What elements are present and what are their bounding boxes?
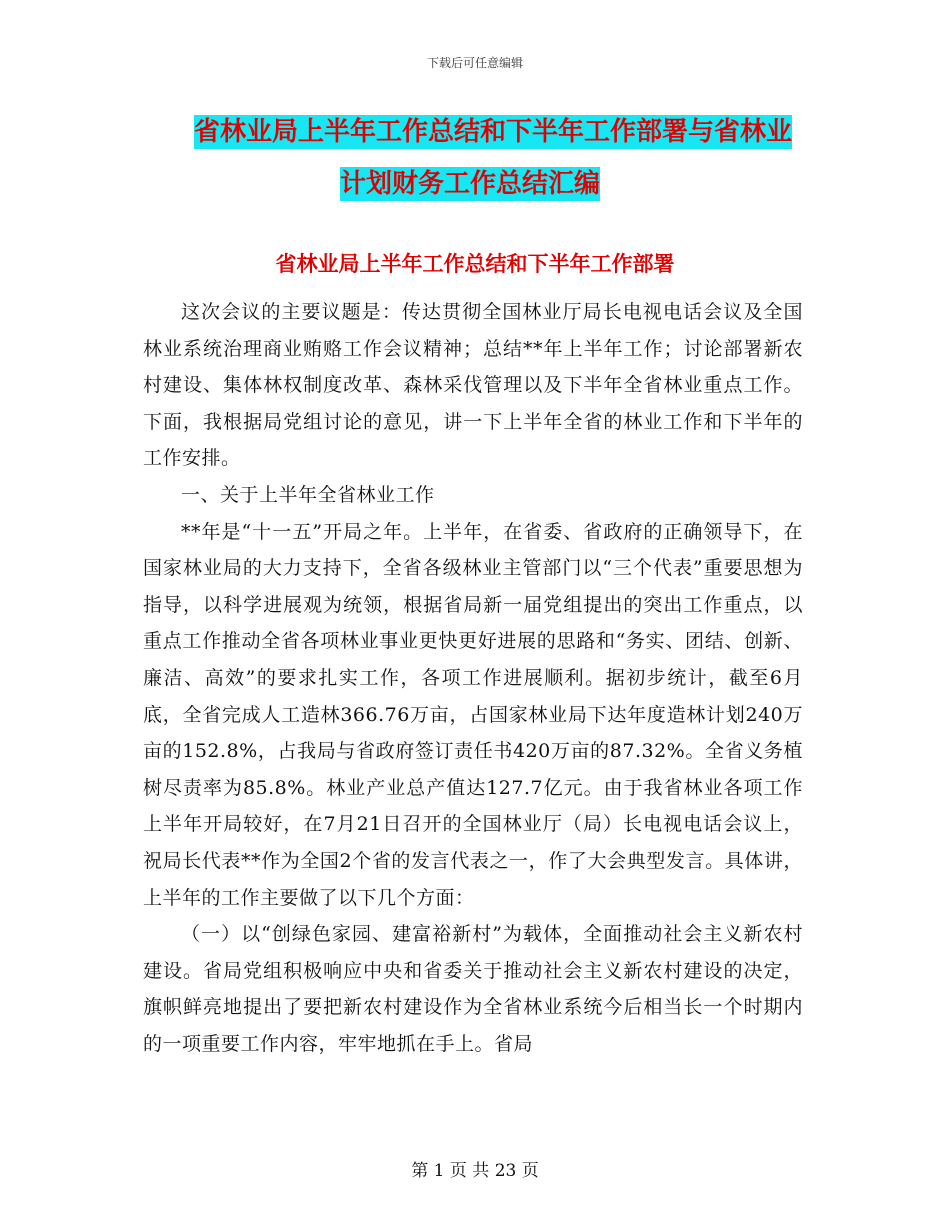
page-footer xyxy=(0,1156,950,1181)
title-line-2: 计划财务工作总结汇编 xyxy=(340,169,601,199)
page-label-suffix: 页 xyxy=(521,1161,539,1181)
document-title xyxy=(140,112,820,216)
section-subtitle: 省林业局上半年工作总结和下半年工作部署 xyxy=(275,252,675,276)
page-total: 23 xyxy=(494,1161,517,1181)
page-label-mid: 页 共 xyxy=(449,1161,490,1181)
paragraph-item-1: （一）以“创绿色家园、建富裕新村”为载体，全面推动社会主义新农村建设。省局党组积极响应中央和省委关于推动社会主义新农村建设的决定，旗帜鲜亮地提出了要把新农村建设作为全省林业系统今后相当长一个时期内的一项重要工作内容，牢牢地抓在手上。省局 xyxy=(143,923,803,1055)
section-heading-1: 一、关于上半年全省林业工作 xyxy=(181,483,435,506)
document-body xyxy=(143,294,803,1062)
paragraph-intro: 这次会议的主要议题是：传达贯彻全国林业厅局长电视电话会议及全国林业系统治理商业贿赂工作会议精神；总结**年上半年工作；讨论部署新农村建设、集体林权制度改革、森林采伐管理以及下半年全省林业重点工作。下面，我根据局党组讨论的意见，讲一下上半年全省的林业工作和下半年的工作安排。 xyxy=(143,301,803,470)
page-header-note: 下载后可任意编辑 xyxy=(426,56,523,70)
title-line-1: 省林业局上半年工作总结和下半年工作部署与省林业 xyxy=(194,117,793,147)
page-label-prefix: 第 xyxy=(411,1161,429,1181)
page-current: 1 xyxy=(433,1161,445,1181)
paragraph-summary: **年是“十一五”开局之年。上半年，在省委、省政府的正确领导下，在国家林业局的大力支持下，全省各级林业主管部门以“三个代表”重要思想为指导，以科学进展观为统领，根据省局新一届党组提出的突出工作重点，以重点工作推动全省各项林业事业更快更好进展的思路和“务实、团结、创新、廉洁、高效”的要求扎实工作，各项工作进展顺利。据初步统计，截至6月底，全省完成人工造林366.76万亩，占国家林业局下达年度造林计划240万亩的152.8%，占我局与省政府签订责任书420万亩的87.32%。全省义务植树尽责率为85.8%。林业产业总产值达127.7亿元。由于我省林业各项工作上半年开局较好，在7月21日召开的全国林业厅（局）长电视电话会议上，祝局长代表**作为全国2个省的发言代表之一，作了大会典型发言。具体讲，上半年的工作主要做了以下几个方面： xyxy=(143,520,803,909)
